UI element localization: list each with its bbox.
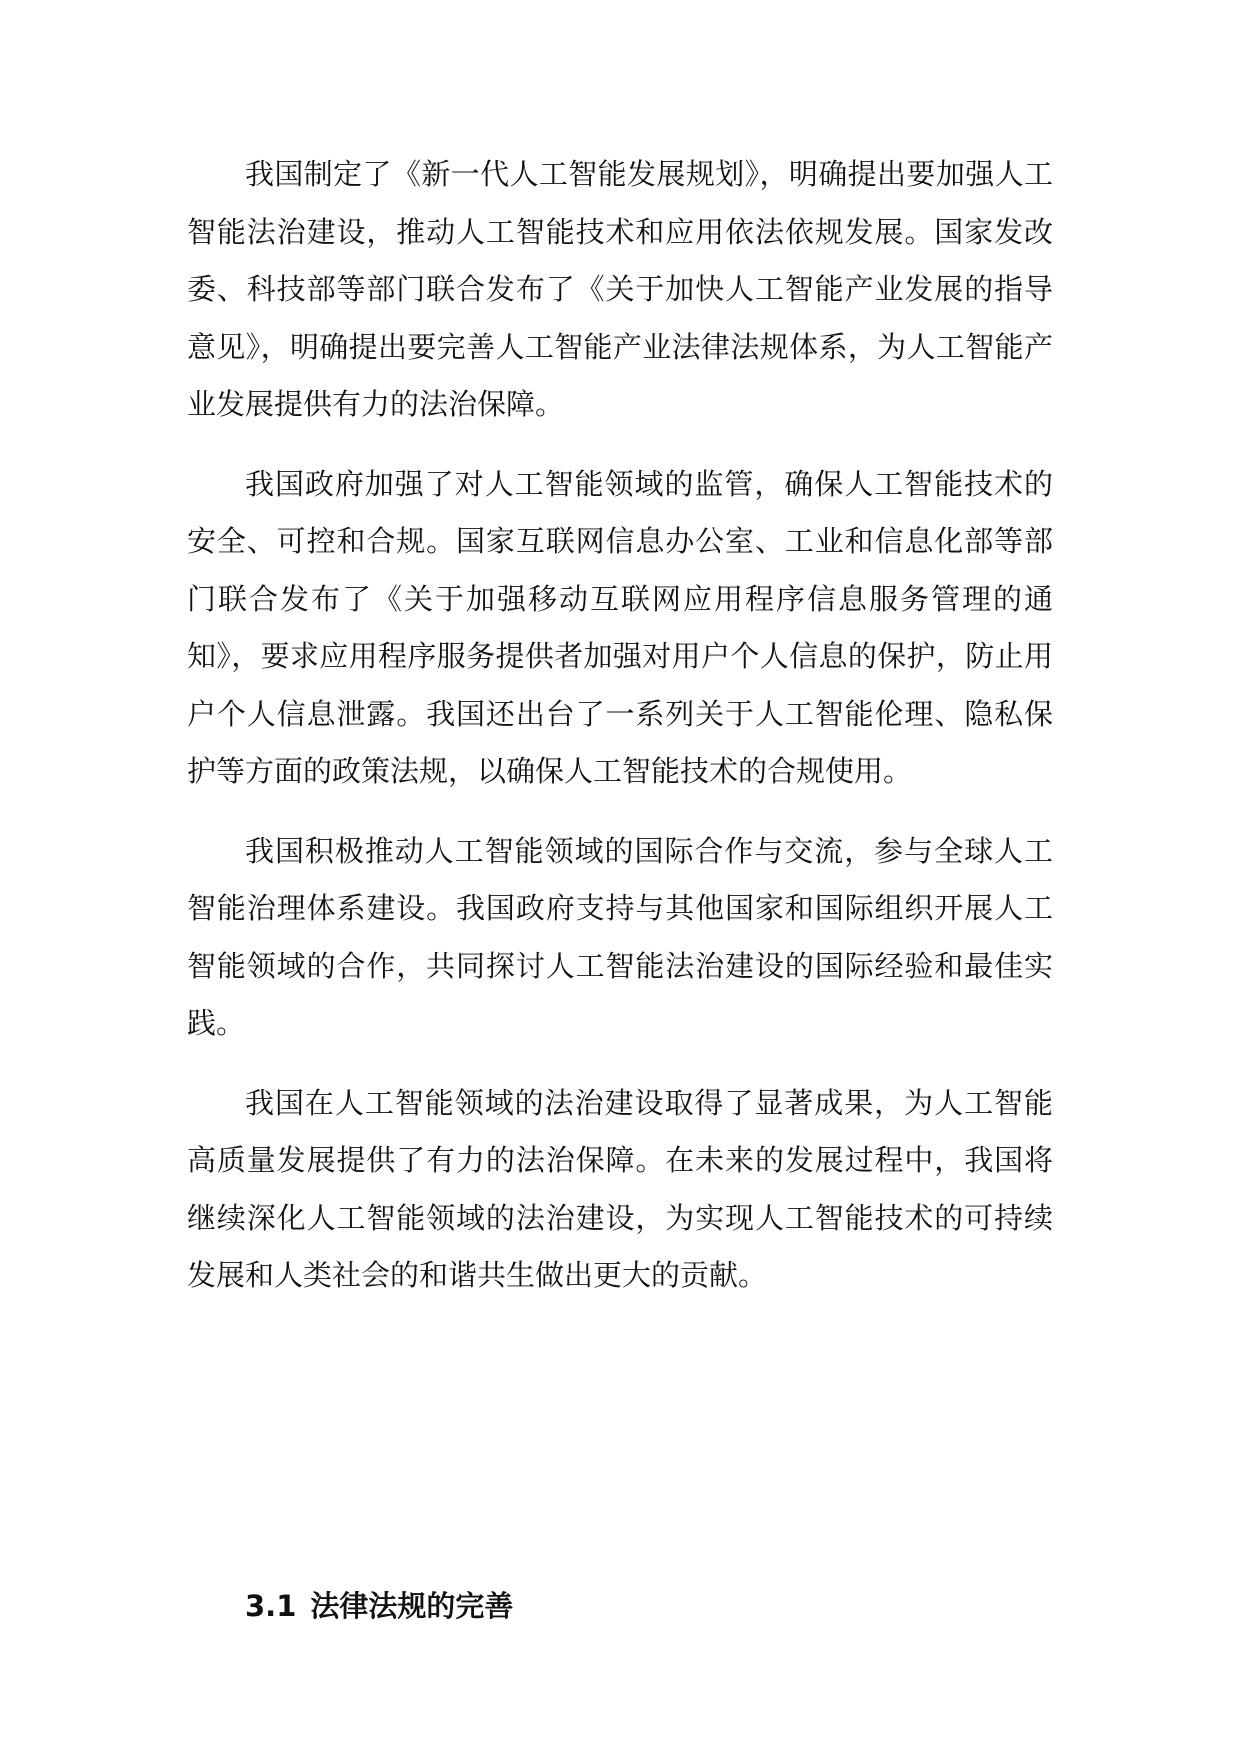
section-number: 3.1 <box>245 1589 297 1623</box>
paragraph-ai-regulation: 我国政府加强了对人工智能领域的监管，确保人工智能技术的安全、可控和合规。国家互联网信息办公室、工业和信息化部等部门联合发布了《关于加强移动互联网应用程序信息服务管理的通知》，要求应用程序服务提供者加强对用户个人信息的保护，防止用户个人信息泄露。我国还出台了一系列关于人工智能伦理、隐私保护等方面的政策法规，以确保人工智能技术的合规使用。 <box>187 466 1053 788</box>
body-text <box>187 146 1053 1305</box>
paragraph-international-cooperation: 我国积极推动人工智能领域的国际合作与交流，参与全球人工智能治理体系建设。我国政府支持与其他国家和国际组织开展人工智能领域的合作，共同探讨人工智能法治建设的国际经验和最佳实践。 <box>187 833 1053 1040</box>
paragraph-achievements: 我国在人工智能领域的法治建设取得了显著成果，为人工智能高质量发展提供了有力的法治保障。在未来的发展过程中，我国将继续深化人工智能领域的法治建设，为实现人工智能技术的可持续发展和人类社会的和谐共生做出更大的贡献。 <box>187 1085 1053 1292</box>
paragraph-ai-development-plan: 我国制定了《新一代人工智能发展规划》，明确提出要加强人工智能法治建设，推动人工智能技术和应用依法依规发展。国家发改委、科技部等部门联合发布了《关于加快人工智能产业发展的指导意见》，明确提出要完善人工智能产业法律法规体系，为人工智能产业发展提供有力的法治保障。 <box>187 157 1053 421</box>
section-heading <box>245 1586 513 1626</box>
section-title: 法律法规的完善 <box>310 1589 514 1623</box>
